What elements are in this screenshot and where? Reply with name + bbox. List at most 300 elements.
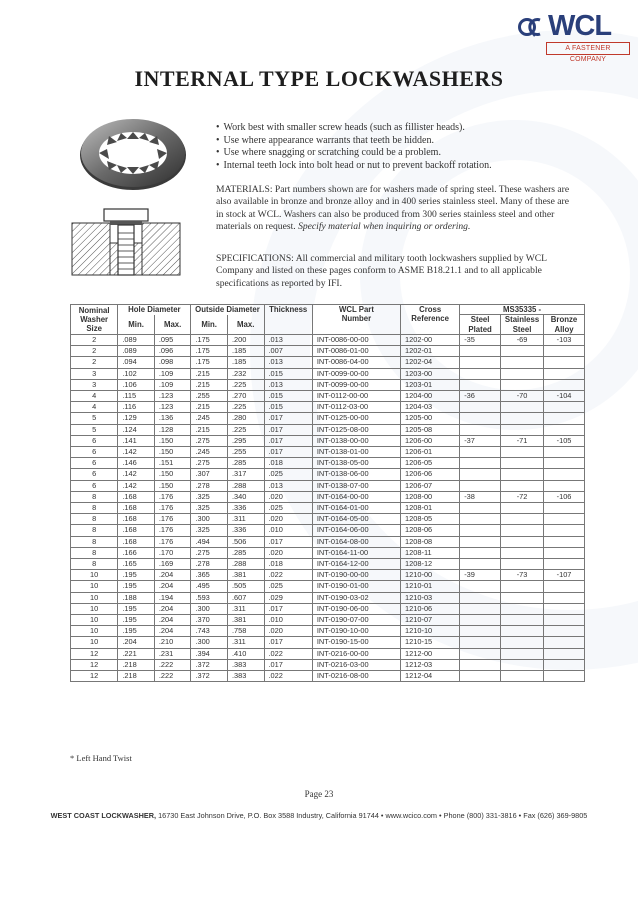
cell-stainless-steel	[501, 648, 544, 659]
cell-bronze-alloy	[544, 603, 585, 614]
cell-hole-max: .176	[154, 525, 191, 536]
cell-thickness: .017	[264, 603, 312, 614]
cell-outside-max: .607	[227, 592, 264, 603]
page-title: INTERNAL TYPE LOCKWASHERS	[134, 66, 504, 91]
cell-hole-min: .168	[118, 525, 155, 536]
cell-hole-min: .124	[118, 424, 155, 435]
cell-hole-max: .096	[154, 346, 191, 357]
cell-nominal-size: 4	[71, 390, 118, 401]
cell-outside-max: .383	[227, 659, 264, 670]
cell-part-number: INT-0164-00-00	[312, 491, 400, 502]
cell-outside-max: .225	[227, 402, 264, 413]
cell-nominal-size: 10	[71, 626, 118, 637]
cell-thickness: .010	[264, 525, 312, 536]
cell-steel-plated: -36	[460, 390, 501, 401]
cell-outside-max: .317	[227, 469, 264, 480]
cell-thickness: .022	[264, 648, 312, 659]
cell-nominal-size: 8	[71, 547, 118, 558]
table-row	[71, 570, 585, 581]
cell-outside-min: .300	[191, 603, 228, 614]
cell-thickness: .007	[264, 346, 312, 357]
table-row	[71, 659, 585, 670]
cell-hole-min: .221	[118, 648, 155, 659]
cell-hole-max: .194	[154, 592, 191, 603]
cell-stainless-steel	[501, 424, 544, 435]
cell-outside-max: .311	[227, 514, 264, 525]
cell-stainless-steel	[501, 603, 544, 614]
table-row	[71, 536, 585, 547]
cell-outside-max: .225	[227, 424, 264, 435]
cell-outside-max: .280	[227, 413, 264, 424]
cell-bronze-alloy: -106	[544, 491, 585, 502]
lockwasher-spec-table	[70, 304, 585, 682]
cell-bronze-alloy	[544, 379, 585, 390]
cell-hole-min: .195	[118, 570, 155, 581]
cell-bronze-alloy	[544, 659, 585, 670]
cell-outside-min: .325	[191, 525, 228, 536]
cell-bronze-alloy	[544, 558, 585, 569]
cell-hole-max: .176	[154, 536, 191, 547]
cell-nominal-size: 12	[71, 659, 118, 670]
cell-steel-plated	[460, 480, 501, 491]
cell-cross-reference: 1208-11	[401, 547, 460, 558]
cell-steel-plated: -35	[460, 334, 501, 345]
cell-hole-max: .109	[154, 368, 191, 379]
cell-outside-max: .336	[227, 525, 264, 536]
cell-nominal-size: 2	[71, 357, 118, 368]
cell-bronze-alloy	[544, 458, 585, 469]
table-row	[71, 458, 585, 469]
cell-outside-min: .743	[191, 626, 228, 637]
table-row	[71, 581, 585, 592]
table-row	[71, 480, 585, 491]
cell-hole-min: .195	[118, 581, 155, 592]
cell-thickness: .015	[264, 368, 312, 379]
cell-nominal-size: 3	[71, 379, 118, 390]
cell-hole-max: .151	[154, 458, 191, 469]
cell-cross-reference: 1206-06	[401, 469, 460, 480]
logo-tagline: A FASTENER COMPANY	[546, 42, 630, 55]
company-logo	[518, 10, 630, 63]
cell-bronze-alloy	[544, 402, 585, 413]
cell-part-number: INT-0138-01-00	[312, 446, 400, 457]
cell-stainless-steel	[501, 379, 544, 390]
cell-stainless-steel: -72	[501, 491, 544, 502]
page-number: Page 23	[304, 789, 334, 799]
cell-nominal-size: 5	[71, 424, 118, 435]
cell-nominal-size: 10	[71, 581, 118, 592]
cell-steel-plated	[460, 626, 501, 637]
cell-part-number: INT-0099-00-00	[312, 379, 400, 390]
cell-nominal-size: 8	[71, 525, 118, 536]
cell-hole-max: .222	[154, 659, 191, 670]
cell-steel-plated	[460, 357, 501, 368]
header-hole-min: Min.	[118, 315, 155, 335]
cell-thickness: .010	[264, 614, 312, 625]
table-row	[71, 446, 585, 457]
cell-thickness: .017	[264, 446, 312, 457]
cell-outside-max: .340	[227, 491, 264, 502]
cell-hole-max: .210	[154, 637, 191, 648]
table-row	[71, 334, 585, 345]
cell-thickness: .020	[264, 547, 312, 558]
cell-steel-plated	[460, 525, 501, 536]
cell-cross-reference: 1205-08	[401, 424, 460, 435]
cell-part-number: INT-0190-00-00	[312, 570, 400, 581]
footer-company: WEST COAST LOCKWASHER,	[50, 811, 157, 820]
header-stainless-steel: Stainless Steel	[501, 315, 544, 335]
table-row	[71, 402, 585, 413]
cell-nominal-size: 8	[71, 558, 118, 569]
cell-thickness: .018	[264, 558, 312, 569]
cell-outside-max: .336	[227, 502, 264, 513]
cell-part-number: INT-0190-07-00	[312, 614, 400, 625]
cell-nominal-size: 8	[71, 502, 118, 513]
cell-part-number: INT-0190-10-00	[312, 626, 400, 637]
table-row	[71, 346, 585, 357]
cell-steel-plated	[460, 413, 501, 424]
cell-outside-max: .255	[227, 446, 264, 457]
lockwasher-illustration	[77, 115, 189, 193]
cell-part-number: INT-0086-00-00	[312, 334, 400, 345]
cell-steel-plated	[460, 379, 501, 390]
cell-hole-max: .136	[154, 413, 191, 424]
cell-cross-reference: 1206-07	[401, 480, 460, 491]
cell-hole-max: .176	[154, 502, 191, 513]
cell-part-number: INT-0216-00-00	[312, 648, 400, 659]
cell-outside-min: .300	[191, 514, 228, 525]
cell-part-number: INT-0086-01-00	[312, 346, 400, 357]
cell-hole-max: .176	[154, 491, 191, 502]
cell-stainless-steel: -73	[501, 570, 544, 581]
cell-part-number: INT-0216-03-00	[312, 659, 400, 670]
cell-nominal-size: 2	[71, 334, 118, 345]
cell-thickness: .015	[264, 390, 312, 401]
cell-steel-plated	[460, 424, 501, 435]
cell-outside-min: .370	[191, 614, 228, 625]
table-row	[71, 413, 585, 424]
cell-hole-max: .204	[154, 581, 191, 592]
page-footer	[0, 811, 638, 820]
header-steel-plated: Steel Plated	[460, 315, 501, 335]
cell-outside-min: .300	[191, 637, 228, 648]
cell-nominal-size: 6	[71, 458, 118, 469]
cell-nominal-size: 6	[71, 469, 118, 480]
footer-contact: 16730 East Johnson Drive, P.O. Box 3588 Industry, California 91744 • www.wcico.com • Phone (800) 331-3816 • Fax (626) 369-9805	[156, 811, 588, 820]
cell-bronze-alloy	[544, 514, 585, 525]
cell-hole-min: .142	[118, 446, 155, 457]
cell-bronze-alloy	[544, 502, 585, 513]
logo-wordmark: WCL	[548, 10, 612, 42]
table-row	[71, 514, 585, 525]
cell-hole-max: .169	[154, 558, 191, 569]
cell-outside-max: .295	[227, 435, 264, 446]
cell-hole-max: .150	[154, 469, 191, 480]
cell-stainless-steel	[501, 592, 544, 603]
cell-nominal-size: 10	[71, 614, 118, 625]
cell-outside-max: .311	[227, 603, 264, 614]
table-row	[71, 368, 585, 379]
cell-nominal-size: 10	[71, 592, 118, 603]
cell-cross-reference: 1212-00	[401, 648, 460, 659]
cell-thickness: .018	[264, 458, 312, 469]
cell-hole-min: .195	[118, 626, 155, 637]
cell-thickness: .017	[264, 536, 312, 547]
cell-part-number: INT-0216-08-00	[312, 670, 400, 681]
header-outside-diameter: Outside Diameter	[191, 305, 264, 315]
cell-part-number: INT-0164-01-00	[312, 502, 400, 513]
table-row	[71, 469, 585, 480]
cell-stainless-steel	[501, 502, 544, 513]
cell-outside-max: .381	[227, 614, 264, 625]
cell-part-number: INT-0138-06-00	[312, 469, 400, 480]
cell-thickness: .020	[264, 491, 312, 502]
cell-outside-max: .200	[227, 334, 264, 345]
cell-steel-plated	[460, 469, 501, 480]
cell-thickness: .020	[264, 514, 312, 525]
cell-stainless-steel	[501, 446, 544, 457]
cell-stainless-steel	[501, 525, 544, 536]
cell-stainless-steel	[501, 514, 544, 525]
header-thickness: Thickness	[264, 305, 312, 335]
cell-thickness: .015	[264, 402, 312, 413]
table-row	[71, 357, 585, 368]
cell-stainless-steel	[501, 637, 544, 648]
cell-cross-reference: 1208-06	[401, 525, 460, 536]
cell-hole-min: .129	[118, 413, 155, 424]
cell-steel-plated	[460, 458, 501, 469]
cell-outside-max: .505	[227, 581, 264, 592]
table-row	[71, 592, 585, 603]
cell-outside-min: .495	[191, 581, 228, 592]
cell-stainless-steel: -71	[501, 435, 544, 446]
cell-bronze-alloy	[544, 357, 585, 368]
cell-outside-max: .285	[227, 547, 264, 558]
cell-outside-min: .215	[191, 402, 228, 413]
cell-outside-min: .175	[191, 357, 228, 368]
cell-thickness: .013	[264, 334, 312, 345]
cell-steel-plated	[460, 670, 501, 681]
cell-hole-min: .195	[118, 614, 155, 625]
cell-hole-min: .141	[118, 435, 155, 446]
cell-bronze-alloy	[544, 626, 585, 637]
cell-hole-min: .204	[118, 637, 155, 648]
table-row	[71, 491, 585, 502]
cell-nominal-size: 6	[71, 446, 118, 457]
cell-outside-min: .215	[191, 379, 228, 390]
cell-steel-plated	[460, 547, 501, 558]
cell-part-number: INT-0125-08-00	[312, 424, 400, 435]
cell-cross-reference: 1205-00	[401, 413, 460, 424]
cell-hole-min: .166	[118, 547, 155, 558]
cell-cross-reference: 1208-01	[401, 502, 460, 513]
cell-hole-min: .142	[118, 480, 155, 491]
cell-part-number: INT-0190-15-00	[312, 637, 400, 648]
cell-hole-max: .204	[154, 570, 191, 581]
cell-bronze-alloy	[544, 446, 585, 457]
table-row	[71, 525, 585, 536]
cell-bronze-alloy	[544, 536, 585, 547]
cell-hole-max: .204	[154, 603, 191, 614]
header-hole-diameter: Hole Diameter	[118, 305, 191, 315]
cell-part-number: INT-0125-00-00	[312, 413, 400, 424]
cell-stainless-steel	[501, 413, 544, 424]
cell-outside-max: .311	[227, 637, 264, 648]
cell-hole-max: .222	[154, 670, 191, 681]
cell-steel-plated	[460, 402, 501, 413]
cell-hole-max: .150	[154, 435, 191, 446]
table-row	[71, 435, 585, 446]
cell-bronze-alloy	[544, 614, 585, 625]
cell-stainless-steel	[501, 402, 544, 413]
cell-thickness: .013	[264, 379, 312, 390]
cell-bronze-alloy	[544, 368, 585, 379]
cell-nominal-size: 2	[71, 346, 118, 357]
cell-cross-reference: 1208-05	[401, 514, 460, 525]
cell-outside-max: .225	[227, 379, 264, 390]
cell-hole-min: .102	[118, 368, 155, 379]
cell-cross-reference: 1202-01	[401, 346, 460, 357]
cell-steel-plated: -38	[460, 491, 501, 502]
cell-hole-min: .115	[118, 390, 155, 401]
cell-outside-max: .381	[227, 570, 264, 581]
cell-cross-reference: 1210-03	[401, 592, 460, 603]
cell-hole-max: .150	[154, 446, 191, 457]
cell-outside-min: .275	[191, 435, 228, 446]
table-header-row	[71, 305, 585, 315]
cell-part-number: INT-0138-05-00	[312, 458, 400, 469]
table-row	[71, 603, 585, 614]
cell-outside-min: .215	[191, 424, 228, 435]
cell-hole-min: .089	[118, 346, 155, 357]
cell-steel-plated: -37	[460, 435, 501, 446]
cell-nominal-size: 8	[71, 491, 118, 502]
cell-outside-min: .394	[191, 648, 228, 659]
cell-outside-min: .275	[191, 547, 228, 558]
cell-steel-plated	[460, 558, 501, 569]
cell-hole-min: .106	[118, 379, 155, 390]
cell-steel-plated: -39	[460, 570, 501, 581]
cross-section-illustration	[70, 205, 182, 277]
cell-cross-reference: 1203-01	[401, 379, 460, 390]
cell-steel-plated	[460, 514, 501, 525]
cell-stainless-steel	[501, 458, 544, 469]
cell-outside-min: .245	[191, 413, 228, 424]
cell-hole-max: .204	[154, 626, 191, 637]
cell-thickness: .025	[264, 581, 312, 592]
cell-outside-max: .185	[227, 346, 264, 357]
cell-outside-min: .278	[191, 480, 228, 491]
cell-outside-max: .270	[227, 390, 264, 401]
cell-steel-plated	[460, 446, 501, 457]
table-row	[71, 390, 585, 401]
table-row	[71, 547, 585, 558]
cell-bronze-alloy	[544, 480, 585, 491]
cell-nominal-size: 10	[71, 637, 118, 648]
cell-outside-max: .288	[227, 480, 264, 491]
cell-outside-min: .372	[191, 670, 228, 681]
cell-outside-min: .275	[191, 458, 228, 469]
cell-cross-reference: 1206-05	[401, 458, 460, 469]
cell-steel-plated	[460, 614, 501, 625]
cell-thickness: .017	[264, 413, 312, 424]
cell-thickness: .017	[264, 435, 312, 446]
cell-nominal-size: 3	[71, 368, 118, 379]
header-cross-reference: Cross Reference	[401, 305, 460, 335]
materials-paragraph	[216, 184, 572, 234]
cell-outside-min: .307	[191, 469, 228, 480]
cell-cross-reference: 1202-00	[401, 334, 460, 345]
cell-outside-min: .215	[191, 368, 228, 379]
cell-hole-min: .195	[118, 603, 155, 614]
cell-bronze-alloy	[544, 648, 585, 659]
materials-note: Specify material when inquiring or ordering.	[298, 221, 471, 233]
specifications-paragraph: SPECIFICATIONS: All commercial and military tooth lockwashers supplied by WCL Company and listed on these pages conform to ASME B18.21.1 and to all applicable specifications as reported by IFI.	[216, 253, 547, 289]
cell-cross-reference: 1206-01	[401, 446, 460, 457]
feature-item: • Use where snagging or scratching could be a problem.	[216, 147, 566, 160]
cell-outside-min: .365	[191, 570, 228, 581]
table-row	[71, 637, 585, 648]
cell-bronze-alloy	[544, 637, 585, 648]
cell-cross-reference: 1210-15	[401, 637, 460, 648]
cell-bronze-alloy	[544, 592, 585, 603]
cell-cross-reference: 1204-03	[401, 402, 460, 413]
cell-part-number: INT-0112-03-00	[312, 402, 400, 413]
cell-cross-reference: 1206-00	[401, 435, 460, 446]
cell-bronze-alloy	[544, 547, 585, 558]
cell-thickness: .017	[264, 659, 312, 670]
cell-stainless-steel	[501, 558, 544, 569]
feature-item: • Use where appearance warrants that teeth be hidden.	[216, 135, 566, 148]
cell-outside-min: .278	[191, 558, 228, 569]
cell-steel-plated	[460, 536, 501, 547]
cell-hole-max: .128	[154, 424, 191, 435]
table-row	[71, 502, 585, 513]
cell-part-number: INT-0164-05-00	[312, 514, 400, 525]
cell-nominal-size: 10	[71, 570, 118, 581]
cell-cross-reference: 1210-10	[401, 626, 460, 637]
cell-outside-min: .255	[191, 390, 228, 401]
cell-nominal-size: 5	[71, 413, 118, 424]
cell-bronze-alloy	[544, 525, 585, 536]
cell-hole-max: .123	[154, 390, 191, 401]
cell-steel-plated	[460, 637, 501, 648]
cell-thickness: .022	[264, 570, 312, 581]
header-outside-min: Min.	[191, 315, 228, 335]
cell-stainless-steel: -70	[501, 390, 544, 401]
cell-hole-max: .095	[154, 334, 191, 345]
cell-steel-plated	[460, 648, 501, 659]
cell-part-number: INT-0190-01-00	[312, 581, 400, 592]
cell-thickness: .025	[264, 469, 312, 480]
logo-mark-icon	[518, 14, 546, 40]
footnote: * Left Hand Twist	[70, 753, 132, 763]
table-row	[71, 614, 585, 625]
cell-part-number: INT-0164-12-00	[312, 558, 400, 569]
cell-steel-plated	[460, 368, 501, 379]
cell-stainless-steel	[501, 536, 544, 547]
cell-stainless-steel	[501, 659, 544, 670]
cell-part-number: INT-0138-00-00	[312, 435, 400, 446]
cell-outside-min: .245	[191, 446, 228, 457]
cell-bronze-alloy: -107	[544, 570, 585, 581]
cell-stainless-steel	[501, 480, 544, 491]
table-row	[71, 626, 585, 637]
table-row	[71, 379, 585, 390]
cell-steel-plated	[460, 502, 501, 513]
cell-nominal-size: 6	[71, 480, 118, 491]
cell-outside-min: .175	[191, 346, 228, 357]
